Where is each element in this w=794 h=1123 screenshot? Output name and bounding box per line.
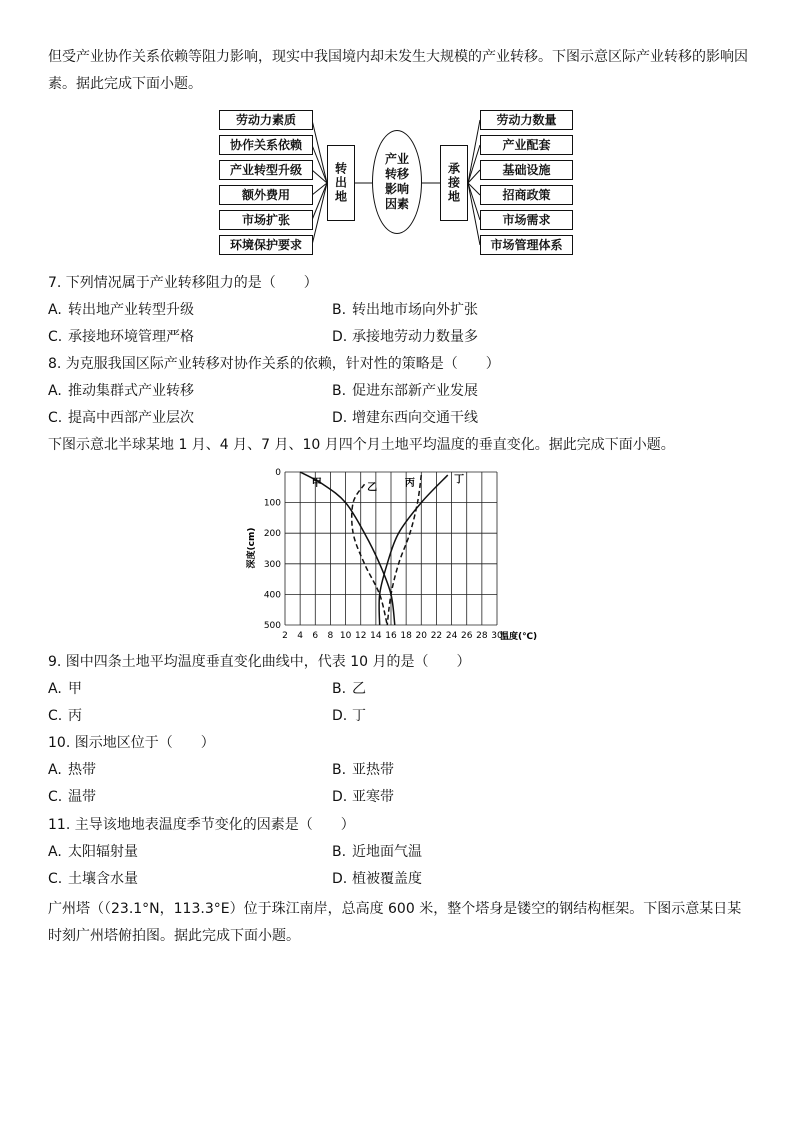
left-factor-box: 产业转型升级	[219, 160, 313, 180]
q8-option-c	[48, 408, 194, 428]
y-tick-label: 300	[263, 559, 281, 570]
question-7-stem: 7. 下列情况属于产业转移阻力的是（ ）	[48, 275, 318, 291]
q9-option-d	[332, 706, 366, 726]
left-factor-box: 市场扩张	[219, 210, 313, 230]
destination-region-box: 承接地	[440, 145, 468, 221]
option-text: 丙	[68, 708, 82, 724]
option-letter: A.	[48, 844, 62, 860]
option-text: 转出地产业转型升级	[68, 302, 194, 318]
intro-paragraph-3: 广州塔（（23.1°N，113.3°E）位于珠江南岸，总高度 600 米，整个塔身是镂空的钢结构框架。下图示意某日某时刻广州塔俯拍图。据此完成下面小题。	[48, 901, 742, 944]
series-label: 甲	[311, 477, 322, 489]
x-tick-label: 4	[297, 631, 304, 641]
q9-option-a	[48, 679, 82, 699]
option-letter: A.	[48, 302, 62, 318]
option-text: 土壤含水量	[68, 871, 138, 887]
y-tick-label: 500	[263, 621, 281, 631]
right-factor-box: 市场管理体系	[480, 235, 573, 255]
series-label: 丁	[454, 474, 465, 486]
question-10-stem: 10. 图示地区位于（ ）	[48, 735, 215, 751]
x-tick-label: 16	[385, 631, 397, 641]
q8-option-d	[332, 408, 478, 428]
option-letter: B.	[332, 844, 347, 860]
option-text: 促进东部新产业发展	[352, 383, 478, 399]
option-letter: C.	[48, 410, 63, 426]
option-letter: D.	[332, 789, 348, 805]
x-tick-label: 20	[415, 631, 428, 641]
y-tick-label: 200	[263, 529, 281, 540]
center-ellipse-label: 产业转移影响因素	[384, 152, 409, 211]
x-tick-label: 22	[430, 631, 443, 641]
soil-temperature-chart	[240, 462, 560, 644]
option-text: 推动集群式产业转移	[68, 383, 194, 399]
q7-option-b	[332, 300, 478, 320]
q11-option-a	[48, 842, 138, 862]
question-8-stem: 8. 为克服我国区际产业转移对协作关系的依赖，针对性的策略是（ ）	[48, 356, 500, 372]
right-factor-box: 产业配套	[480, 135, 573, 155]
option-text: 亚热带	[352, 762, 394, 778]
option-text: 增建东西向交通干线	[352, 410, 478, 426]
option-letter: D.	[332, 708, 348, 724]
q10-option-c	[48, 787, 96, 807]
q8-option-b	[332, 381, 478, 401]
intro-paragraph-2: 下图示意北半球某地 1 月、4 月、7 月、10 月四个月土地平均温度的垂直变化。据此完成下面小题。	[48, 437, 675, 453]
x-tick-label: 8	[327, 631, 334, 641]
option-letter: B.	[332, 383, 347, 399]
option-text: 热带	[68, 762, 96, 778]
y-tick-label: 400	[263, 590, 281, 601]
option-letter: C.	[48, 708, 63, 724]
left-factor-box: 劳动力素质	[219, 110, 313, 130]
q10-option-a	[48, 760, 96, 780]
source-region-box: 转出地	[327, 145, 355, 221]
q10-option-d	[332, 787, 394, 807]
soil-temperature-chart-svg	[240, 462, 560, 644]
x-tick-label: 18	[400, 631, 412, 641]
q7-option-a	[48, 300, 194, 320]
option-text: 乙	[352, 681, 366, 697]
left-factor-box: 额外费用	[219, 185, 313, 205]
question-11-stem: 11. 主导该地地表温度季节变化的因素是（ ）	[48, 817, 355, 833]
right-factor-box: 招商政策	[480, 185, 573, 205]
industry-transfer-diagram	[219, 108, 575, 258]
y-tick-label: 100	[263, 498, 281, 509]
x-tick-label: 28	[476, 631, 488, 641]
q7-option-c	[48, 327, 194, 347]
option-letter: A.	[48, 681, 62, 697]
x-tick-label: 6	[312, 631, 319, 641]
option-text: 甲	[68, 681, 82, 697]
x-tick-label: 10	[339, 631, 352, 641]
right-factor-box: 劳动力数量	[480, 110, 573, 130]
option-letter: A.	[48, 383, 62, 399]
x-axis-label: 温度(℃)	[500, 632, 538, 642]
x-tick-label: 26	[460, 631, 473, 641]
option-text: 丁	[352, 708, 366, 724]
option-letter: B.	[332, 681, 347, 697]
q11-option-c	[48, 869, 138, 889]
q11-option-b	[332, 842, 422, 862]
left-factor-box: 环境保护要求	[219, 235, 313, 255]
option-letter: D.	[332, 871, 348, 887]
option-letter: B.	[332, 302, 347, 318]
option-text: 温带	[68, 789, 96, 805]
q11-option-d	[332, 869, 422, 889]
option-text: 承接地环境管理严格	[68, 329, 194, 345]
x-tick-label: 14	[370, 631, 382, 641]
q9-option-b	[332, 679, 366, 699]
option-letter: C.	[48, 789, 63, 805]
x-tick-label: 2	[282, 631, 288, 641]
y-axis-label: 深度(cm)	[247, 527, 257, 569]
q9-option-c	[48, 706, 82, 726]
option-text: 承接地劳动力数量多	[352, 329, 478, 345]
option-text: 近地面气温	[352, 844, 422, 860]
intro-paragraph-1: 但受产业协作关系依赖等阻力影响，现实中我国境内却未发生大规模的产业转移。下图示意区际产业转移的影响因素。据此完成下面小题。	[48, 49, 748, 92]
y-tick-label: 0	[275, 468, 281, 478]
x-tick-label: 12	[354, 631, 367, 641]
option-text: 太阳辐射量	[68, 844, 138, 860]
option-text: 转出地市场向外扩张	[352, 302, 478, 318]
series-line-乙	[352, 484, 387, 625]
series-label: 乙	[367, 482, 378, 494]
q7-option-d	[332, 327, 478, 347]
center-ellipse	[372, 130, 422, 234]
right-factor-box: 基础设施	[480, 160, 573, 180]
option-letter: B.	[332, 762, 347, 778]
q8-option-a	[48, 381, 194, 401]
option-letter: A.	[48, 762, 62, 778]
option-letter: D.	[332, 329, 348, 345]
question-9-stem: 9. 图中四条土地平均温度垂直变化曲线中，代表 10 月的是（ ）	[48, 654, 471, 670]
right-factor-box: 市场需求	[480, 210, 573, 230]
option-text: 亚寒带	[352, 789, 394, 805]
option-letter: C.	[48, 871, 63, 887]
x-tick-label: 24	[445, 631, 458, 641]
option-text: 提高中西部产业层次	[68, 410, 194, 426]
series-label: 丙	[404, 477, 415, 489]
q10-option-b	[332, 760, 394, 780]
option-letter: C.	[48, 329, 63, 345]
left-factor-box: 协作关系依赖	[219, 135, 313, 155]
option-letter: D.	[332, 410, 348, 426]
x-tick-label: 30	[491, 631, 503, 641]
series-line-甲	[300, 472, 395, 625]
option-text: 植被覆盖度	[352, 871, 422, 887]
